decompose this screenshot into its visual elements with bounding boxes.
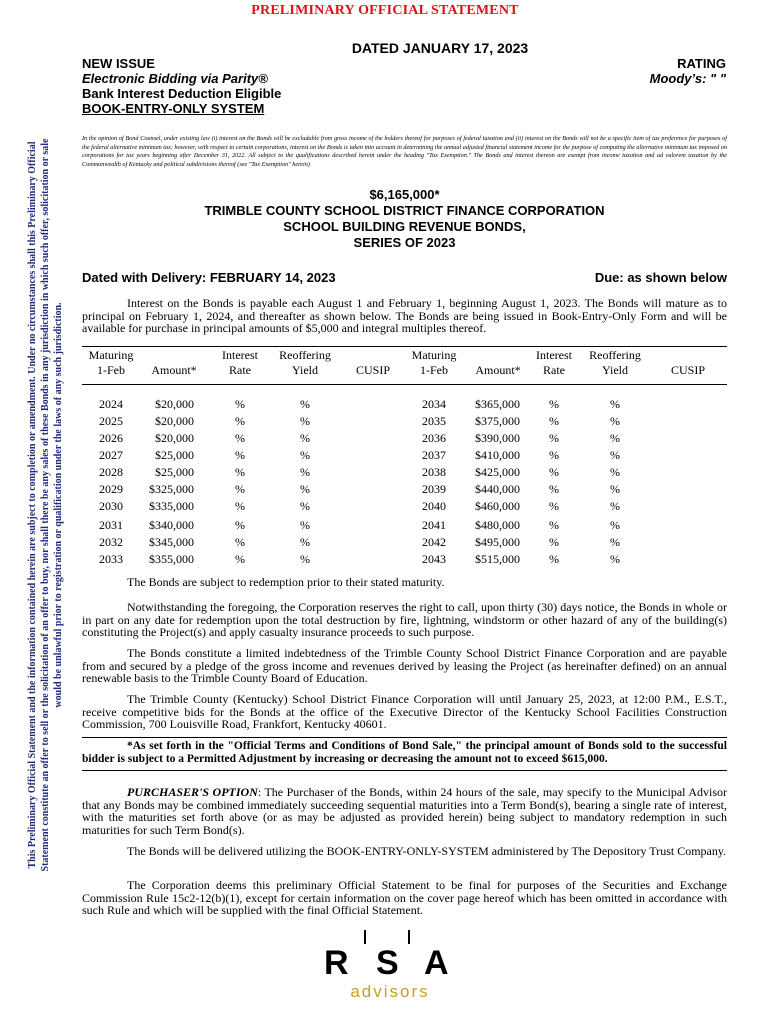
interest-rate: %: [549, 518, 559, 532]
hdr-maturing-left: [86, 348, 136, 378]
hdr-cusip-left: CUSIP: [355, 363, 390, 377]
side-disclaimer: This Preliminary Official Statement and the information contained herein are subject to completion or amendment. Under no circumstances shall this Preliminary Official Statement constitute an offer to sell or the solicitation of an offer to buy, nor shall there be any sales of these Bonds in any jurisdiction in which such offer, solicitation or sale would be unlawful prior to registration or qualification under the laws of any such jurisdiction.: [27, 138, 64, 872]
reoffering-yield: %: [300, 414, 310, 428]
reoffering-yield: %: [300, 499, 310, 513]
bids-text: The Trimble County (Kentucky) School District Finance Corporation will until January 25, 2023, at 12:00 P.M., E.S.T., receive competitive bids for the Bonds at the office of the Executive Director of the Kentucky School Facilities Construction Commission, 700 Louisville Road, Frankfort, Kentucky 40601.: [82, 692, 727, 731]
header-right: [650, 56, 726, 86]
maturity-amount: $365,000: [475, 397, 520, 411]
reoffering-yield: %: [610, 518, 620, 532]
maturity-year: 2028: [99, 465, 123, 479]
maturity-amount: $25,000: [155, 465, 194, 479]
hdr-yield-text: Yield: [292, 363, 318, 377]
reoffering-yield: %: [300, 535, 310, 549]
purchaser-body: : The Purchaser of the Bonds, within 24 hours of the sale, may specify to the Municipal Advisor that any Bonds may be combined immediately succeeding sequential maturities into a Term Bond(s), bearing a single rate of interest, with the maturities set forth above (or as may be adjusted as provided herein) being subject to mandatory redemption in such maturities for such Term Bond(s).: [82, 785, 727, 837]
maturity-amount: $25,000: [155, 448, 194, 462]
maturity-year: 2031: [99, 518, 123, 532]
final-paragraph: [82, 879, 727, 917]
maturity-amount: $345,000: [149, 535, 194, 549]
hdr-reoffering-text: Reoffering: [589, 348, 641, 362]
interest-rate: %: [235, 535, 245, 549]
maturity-amount: $20,000: [155, 397, 194, 411]
maturity-amount: $425,000: [475, 465, 520, 479]
maturity-amount: $355,000: [149, 552, 194, 566]
reoffering-yield: %: [300, 482, 310, 496]
redemption-paragraph: [82, 576, 727, 589]
maturity-year: 2026: [99, 431, 123, 445]
interest-rate: %: [235, 482, 245, 496]
table-top-rule: [82, 346, 727, 347]
logo-letter-r: R: [324, 944, 349, 982]
hdr-maturing-text: Maturing: [411, 348, 457, 362]
interest-rate: %: [235, 448, 245, 462]
interest-rate: %: [549, 552, 559, 566]
maturity-amount: $515,000: [475, 552, 520, 566]
reoffering-yield: %: [610, 431, 620, 445]
dated-due-row: [82, 270, 727, 285]
hdr-maturing-right: [406, 348, 462, 378]
hdr-interest-text: Interest: [222, 348, 258, 362]
hdr-feb-text: 1-Feb: [97, 363, 125, 377]
interest-rate: %: [235, 499, 245, 513]
notwithstanding-text: Notwithstanding the foregoing, the Corporation reserves the right to call, upon thirty (30) days notice, the Bonds in whole or in part on any date for redemption upon the total destruction by fire, lightning, windstorm or other hazard of any of the building(s) constituting the Project(s) and apply casualty insurance proceeds to such purpose.: [82, 600, 727, 639]
maturity-year: 2027: [99, 448, 123, 462]
rating-label: RATING: [677, 56, 726, 71]
series-label: SERIES OF 2023: [353, 235, 456, 250]
hdr-cusip-right: CUSIP: [670, 363, 705, 377]
hdr-interest-text: Interest: [536, 348, 572, 362]
delivery-paragraph: [82, 845, 727, 858]
logo-letter-a: A: [424, 944, 449, 982]
interest-rate: %: [549, 397, 559, 411]
maturity-year: 2033: [99, 552, 123, 566]
maturity-amount: $335,000: [149, 499, 194, 513]
maturity-year: 2041: [422, 518, 446, 532]
purchaser-label: PURCHASER'S OPTION: [127, 785, 258, 799]
interest-rate: %: [549, 465, 559, 479]
delivery-text: The Bonds will be delivered utilizing the BOOK-ENTRY-ONLY-SYSTEM administered by The Depository Trust Company.: [127, 844, 727, 858]
bidding-label: Electronic Bidding via Parity®: [82, 71, 268, 86]
maturity-amount: $20,000: [155, 431, 194, 445]
maturity-amount: $325,000: [149, 482, 194, 496]
obligation-text: The Bonds constitute a limited indebtedness of the Trimble County School District Finance Corporation and are payable from and secured by a pledge of the gross income and revenues derived by leasing the Project (as hereinafter defined) on an annual renewable basis to the Trimble County Board of Education.: [82, 646, 727, 685]
hdr-yield-text: Yield: [602, 363, 628, 377]
maturity-amount: $480,000: [475, 518, 520, 532]
notice-bottom-rule: [82, 770, 727, 771]
interest-rate: %: [235, 552, 245, 566]
logo-advisors: advisors: [350, 982, 430, 1001]
interest-rate: %: [235, 397, 245, 411]
maturity-year: 2037: [422, 448, 446, 462]
new-issue-label: NEW ISSUE: [82, 56, 155, 71]
logo-bar-2: [408, 930, 410, 944]
maturity-amount: $410,000: [475, 448, 520, 462]
final-text: The Corporation deems this preliminary Official Statement to be final for purposes of the Securities and Exchange Commission Rule 15c2-12(b)(1), except for certain information on the cover page hereof which has been omitted in accordance with such Rule and which will be supplied with the final Official Statement.: [82, 878, 727, 917]
hdr-reoffering-text: Reoffering: [279, 348, 331, 362]
hdr-rate-text: Rate: [543, 363, 565, 377]
maturity-year: 2040: [422, 499, 446, 513]
maturity-amount: $340,000: [149, 518, 194, 532]
hdr-feb-text: 1-Feb: [420, 363, 448, 377]
reoffering-yield: %: [300, 431, 310, 445]
maturity-year: 2030: [99, 499, 123, 513]
reoffering-yield: %: [610, 465, 620, 479]
interest-rate: %: [235, 465, 245, 479]
purchaser-text: [82, 786, 727, 836]
notwithstanding-paragraph: [82, 601, 727, 639]
maturity-year: 2042: [422, 535, 446, 549]
logo-letters: [300, 944, 480, 984]
due-label: Due: as shown below: [594, 270, 727, 285]
maturity-amount: $375,000: [475, 414, 520, 428]
hdr-rate-right: [526, 348, 582, 378]
reoffering-yield: %: [300, 552, 310, 566]
maturity-amount: $390,000: [475, 431, 520, 445]
maturity-year: 2039: [422, 482, 446, 496]
reoffering-yield: %: [610, 499, 620, 513]
issue-amount: $6,165,000*: [369, 187, 440, 202]
hdr-maturing-text: Maturing: [88, 348, 134, 362]
rsa-advisors-logo: [300, 930, 480, 1005]
maturity-year: 2036: [422, 431, 446, 445]
dated-delivery: Dated with Delivery: FEBRUARY 14, 2023: [82, 270, 336, 285]
bids-paragraph: [82, 693, 727, 731]
hdr-yield-right: [582, 348, 648, 378]
notice-top-rule: [82, 737, 727, 738]
hdr-amount-right: Amount*: [475, 363, 521, 377]
reoffering-yield: %: [610, 414, 620, 428]
maturity-year: 2029: [99, 482, 123, 496]
maturity-amount: $460,000: [475, 499, 520, 513]
dated-line: DATED JANUARY 17, 2023: [351, 40, 529, 56]
rating-value: Moody’s: " ": [649, 71, 726, 86]
maturity-amount: $20,000: [155, 414, 194, 428]
bank-interest-label: Bank Interest Deduction Eligible: [82, 86, 282, 101]
reoffering-yield: %: [610, 535, 620, 549]
maturity-year: 2025: [99, 414, 123, 428]
hdr-amount-left: Amount*: [151, 363, 197, 377]
interest-rate: %: [235, 414, 245, 428]
hdr-rate-left: [212, 348, 268, 378]
reoffering-yield: %: [300, 448, 310, 462]
interest-paragraph: [82, 297, 727, 335]
maturity-amount: $495,000: [475, 535, 520, 549]
maturity-year: 2043: [422, 552, 446, 566]
interest-rate: %: [549, 499, 559, 513]
interest-rate: %: [549, 414, 559, 428]
purchaser-paragraph: [82, 786, 727, 836]
reoffering-yield: %: [610, 448, 620, 462]
interest-rate: %: [549, 431, 559, 445]
interest-rate: %: [549, 535, 559, 549]
maturity-year: 2032: [99, 535, 123, 549]
maturity-year: 2024: [99, 397, 123, 411]
obligation-paragraph: [82, 647, 727, 685]
preliminary-banner: PRELIMINARY OFFICIAL STATEMENT: [251, 3, 519, 18]
maturity-year: 2038: [422, 465, 446, 479]
interest-rate: %: [549, 482, 559, 496]
interest-text: Interest on the Bonds is payable each August 1 and February 1, beginning August 1, 2023. The Bonds will mature as to principal on February 1, 2024, and thereafter as shown below. The Bonds are being issued in Book-Entry-Only Form and will be available for purchase in principal amounts of $5,000 and integral multiples thereof.: [82, 296, 727, 335]
reoffering-yield: %: [300, 397, 310, 411]
book-entry-label: BOOK-ENTRY-ONLY SYSTEM: [82, 101, 265, 116]
bond-type: SCHOOL BUILDING REVENUE BONDS,: [283, 219, 526, 234]
reoffering-yield: %: [610, 397, 620, 411]
reoffering-yield: %: [300, 465, 310, 479]
interest-rate: %: [235, 431, 245, 445]
maturity-year: 2035: [422, 414, 446, 428]
tax-opinion: In the opinion of Bond Counsel, under existing law (i) interest on the Bonds will be excludable from gross income of the holders thereof for purposes of federal taxation and (ii) interest on the Bonds will not be a specific item of tax preference for purposes of the federal alternative minimum tax; however, with respect to certain corporations, interest on the Bonds is taken into account in determining the annual adjusted financial statement income for the purpose of computing the alternative minimum tax imposed on corporations for tax years beginning after December 31, 2022. All subject to the qualifications described herein under the heading "Tax Exemption." The Bonds and interest thereon are exempt from income taxation and ad valorem taxation by the Commonwealth of Kentucky and political subdivisions thereof (see "Tax Exemption" herein): [82, 135, 727, 168]
reoffering-yield: %: [300, 518, 310, 532]
reoffering-yield: %: [610, 482, 620, 496]
issuer-name: TRIMBLE COUNTY SCHOOL DISTRICT FINANCE CORPORATION: [204, 203, 605, 218]
title-block: [82, 187, 727, 251]
interest-rate: %: [235, 518, 245, 532]
table-header-rule: [82, 384, 727, 385]
header-left: [82, 56, 281, 116]
hdr-rate-text: Rate: [229, 363, 251, 377]
logo-bar-1: [364, 930, 366, 944]
notice-text: *As set forth in the "Official Terms and Conditions of Bond Sale," the principal amount of Bonds sold to the successful bidder is subject to a Permitted Adjustment by increasing or decreasing the amount not to exceed $615,000.: [82, 740, 727, 765]
maturity-year: 2034: [422, 397, 446, 411]
redemption-text: The Bonds are subject to redemption prior to their stated maturity.: [127, 575, 445, 589]
reoffering-yield: %: [610, 552, 620, 566]
logo-letter-s: S: [376, 944, 399, 982]
maturity-amount: $440,000: [475, 482, 520, 496]
interest-rate: %: [549, 448, 559, 462]
hdr-yield-left: [272, 348, 338, 378]
